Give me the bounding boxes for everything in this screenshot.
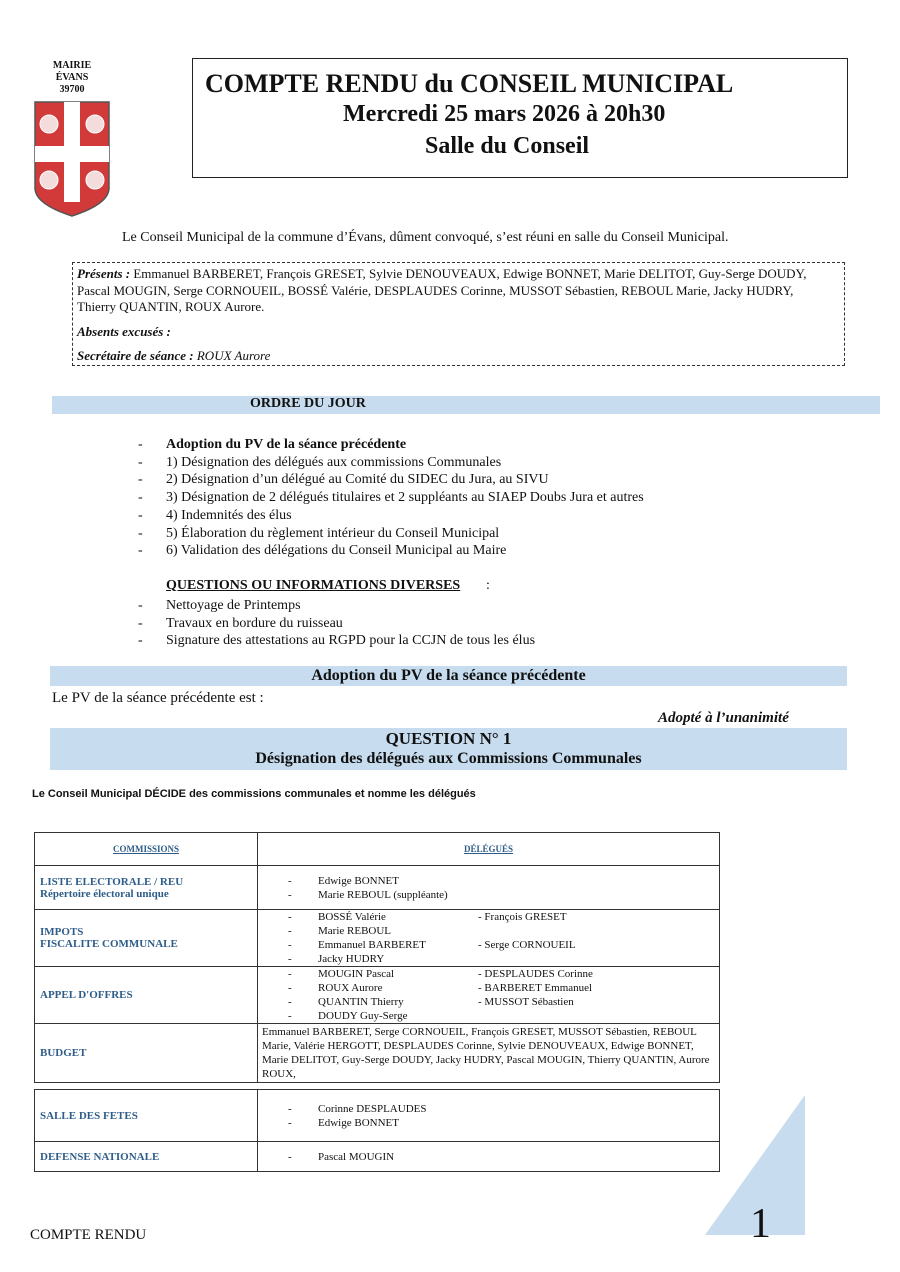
bullet-dash: - [138, 437, 143, 452]
delegates-cell [258, 1142, 720, 1172]
agenda-item [138, 525, 644, 543]
agenda-item-text: 6) Validation des délégations du Conseil Municipal au Maire [166, 543, 507, 559]
delegate-name: - François GRESET [478, 911, 567, 923]
agenda-item [138, 507, 644, 525]
bullet-dash: - [138, 507, 143, 523]
commission-name [35, 866, 258, 910]
commissions-table [34, 832, 720, 1083]
agenda-item-text: 4) Indemnités des élus [166, 507, 292, 523]
delegate-name: Corinne DESPLAUDES [318, 1102, 427, 1115]
agenda-item-text: 5) Élaboration du règlement intérieur du Conseil Municipal [166, 525, 500, 541]
footer-label: COMPTE RENDU [30, 1227, 147, 1243]
mairie-label [40, 60, 104, 96]
presents-label: Présents : [77, 266, 131, 281]
delegate-name: Jacky HUDRY [318, 953, 385, 965]
bullet-dash: - [138, 633, 143, 649]
commission-name-line: FISCALITE COMMUNALE [40, 938, 178, 950]
question-item [138, 632, 535, 650]
delegate-line [258, 1009, 719, 1023]
table-row [35, 967, 720, 1024]
questions-list [138, 597, 535, 650]
commune-line: ÉVANS [55, 72, 89, 83]
question-item-text: Nettoyage de Printemps [166, 598, 301, 613]
question1-number: QUESTION N° 1 [385, 729, 512, 748]
bullet-dash: - [288, 1150, 292, 1163]
bullet-dash: - [288, 953, 292, 965]
questions-heading: QUESTIONS OU INFORMATIONS DIVERSES [166, 578, 461, 593]
delegate-line [258, 967, 719, 981]
delegate-name: Marie REBOUL [318, 925, 392, 937]
table-row [35, 1090, 720, 1142]
ordre-du-jour-band [52, 396, 880, 414]
delegates-cell [258, 910, 720, 967]
col-commissions: COMMISSIONS [35, 833, 258, 866]
postcode-line: 39700 [59, 84, 85, 95]
bullet-dash: - [288, 874, 292, 887]
delegate-name: Edwige BONNET [318, 1116, 399, 1129]
delegate-line [258, 924, 719, 938]
bullet-dash: - [288, 939, 292, 951]
agenda-item [138, 542, 644, 560]
presents-line [77, 266, 840, 283]
commission-name: SALLE DES FETES [35, 1090, 258, 1142]
commission-name: APPEL D'OFFRES [35, 967, 258, 1024]
delegate-name: Marie REBOUL (suppléante) [318, 888, 448, 901]
adoption-band [50, 666, 847, 686]
agenda-item-text: 3) Désignation de 2 délégués titulaires et 2 suppléants au SIAEP Doubs Jura et autres [166, 490, 644, 506]
delegate-name: Pascal MOUGIN [318, 1150, 395, 1163]
question1-band [50, 728, 847, 770]
agenda-item [138, 471, 644, 489]
bullet-dash: - [138, 490, 143, 506]
agenda-item [138, 436, 644, 454]
bullet-dash: - [288, 1010, 292, 1022]
adoption-title: Adoption du PV de la séance précédente [311, 667, 586, 684]
delegates-cell [258, 1090, 720, 1142]
delegates-cell [258, 967, 720, 1024]
secretaire-line [77, 348, 840, 365]
bullet-dash: - [288, 982, 292, 994]
adoption-result: Adopté à l’unanimité [658, 710, 789, 726]
absents-label: Absents excusés : [77, 323, 171, 339]
agenda-item-text: 1) Désignation des délégués aux commissions Communales [166, 454, 502, 470]
bullet-dash: - [138, 615, 143, 631]
delegate-name: QUANTIN Thierry [318, 996, 404, 1008]
delegate-name: Edwige BONNET [318, 874, 399, 887]
commission-name [35, 910, 258, 967]
table-header-row [35, 833, 720, 866]
delegate-line [258, 888, 719, 902]
meeting-date: Mercredi 25 mars 2026 à 20h30 [343, 101, 666, 127]
bullet-dash: - [288, 1102, 292, 1115]
delegate-name: BOSSÉ Valérie [318, 911, 386, 923]
delegate-line [258, 1102, 719, 1116]
commission-name-line: Répertoire électoral unique [40, 887, 169, 900]
bullet-dash: - [288, 888, 292, 901]
delegate-line [258, 952, 719, 966]
agenda-item-text: Adoption du PV de la séance précédente [166, 437, 407, 452]
col-delegues: DÉLÉGUÉS [258, 833, 720, 866]
commission-name: DEFENSE NATIONALE [35, 1142, 258, 1172]
presents-names-2: Pascal MOUGIN, Serge CORNOUEIL, BOSSÉ Valérie, DESPLAUDES Corinne, MUSSOT Sébastien, REBOUL Marie, Jacky HUDRY, [77, 282, 794, 298]
commission-name-line: LISTE ELECTORALE / REU [40, 875, 184, 888]
table-row [35, 1142, 720, 1172]
title-box [192, 58, 848, 178]
coat-of-arms-icon [33, 100, 111, 218]
bullet-dash: - [288, 996, 292, 1008]
mairie-line: MAIRIE [52, 60, 92, 71]
secretaire-label: Secrétaire de séance : [77, 348, 194, 363]
agenda-item-text: 2) Désignation d’un délégué au Comité du SIDEC du Jura, au SIVU [166, 472, 549, 488]
question-item-text: Signature des attestations au RGPD pour la CCJN de tous les élus [166, 633, 536, 649]
delegate-line [258, 1150, 719, 1164]
commissions-table-2 [34, 1089, 720, 1172]
commission-name: BUDGET [35, 1024, 258, 1083]
bullet-dash: - [288, 968, 292, 980]
budget-delegates: Emmanuel BARBERET, Serge CORNOUEIL, François GRESET, MUSSOT Sébastien, REBOUL Marie, Valérie HERGOTT, DESPLAUDES Corinne, Sylvie DENOUVEAUX, Edwige BONNET, Marie DELITOT, Guy-Serge DOUDY, Jacky HUDRY, Pascal MOUGIN, Thierry QUANTIN, Aurore ROUX, [258, 1024, 720, 1083]
delegate-line [258, 995, 719, 1009]
delegate-name: ROUX Aurore [318, 982, 383, 994]
attendance-box [72, 262, 845, 366]
presents-names-3: Thierry QUANTIN, ROUX Aurore. [77, 299, 265, 314]
meeting-location: Salle du Conseil [425, 133, 590, 159]
table-row [35, 910, 720, 967]
agenda-item [138, 489, 644, 507]
bullet-dash: - [288, 1116, 292, 1129]
secretaire-value: ROUX Aurore [193, 348, 271, 363]
presents-names-1: Emmanuel BARBERET, François GRESET, Sylvie DENOUVEAUX, Edwige BONNET, Marie DELITOT, Guy-Serge DOUDY, [130, 266, 807, 281]
delegate-name: DOUDY Guy-Serge [318, 1010, 408, 1022]
doc-title: COMPTE RENDU du CONSEIL MUNICIPAL [205, 69, 734, 98]
delegate-line [258, 981, 719, 995]
delegate-line [258, 910, 719, 924]
intro-text: Le Conseil Municipal de la commune d’Évans, dûment convoqué, s’est réuni en salle du Conseil Municipal. [122, 230, 729, 245]
question-item [138, 597, 535, 615]
bullet-dash: - [288, 925, 292, 937]
delegate-name: MOUGIN Pascal [318, 968, 395, 980]
bullet-dash: - [288, 911, 292, 923]
delegate-name: - Serge CORNOUEIL [478, 939, 576, 951]
delegate-name: - MUSSOT Sébastien [478, 996, 574, 1008]
questions-colon: : [486, 578, 490, 593]
bullet-dash: - [138, 454, 143, 470]
question1-title: Désignation des délégués aux Commissions Communales [255, 750, 642, 767]
question-item-text: Travaux en bordure du ruisseau [166, 615, 343, 631]
delegate-line [258, 938, 719, 952]
decide-text: Le Conseil Municipal DÉCIDE des commissions communales et nomme les délégués [32, 788, 476, 800]
delegate-name: - BARBERET Emmanuel [478, 982, 593, 994]
delegate-line [258, 1116, 719, 1130]
bullet-dash: - [138, 525, 143, 541]
question-item [138, 615, 535, 633]
bullet-dash: - [138, 543, 143, 559]
agenda-list [138, 436, 644, 560]
bullet-dash: - [138, 598, 143, 613]
table-row [35, 1024, 720, 1083]
delegate-name: Emmanuel BARBERET [318, 939, 426, 951]
commission-name-line: IMPOTS [40, 926, 84, 938]
delegate-line [258, 874, 719, 888]
bullet-dash: - [138, 472, 143, 488]
agenda-item [138, 454, 644, 472]
ordre-du-jour-title: ORDRE DU JOUR [250, 396, 366, 411]
delegates-cell [258, 866, 720, 910]
table-row [35, 866, 720, 910]
delegate-name: - DESPLAUDES Corinne [478, 968, 593, 980]
pv-text: Le PV de la séance précédente est : [52, 690, 264, 706]
page-number: 1 [750, 1201, 771, 1247]
